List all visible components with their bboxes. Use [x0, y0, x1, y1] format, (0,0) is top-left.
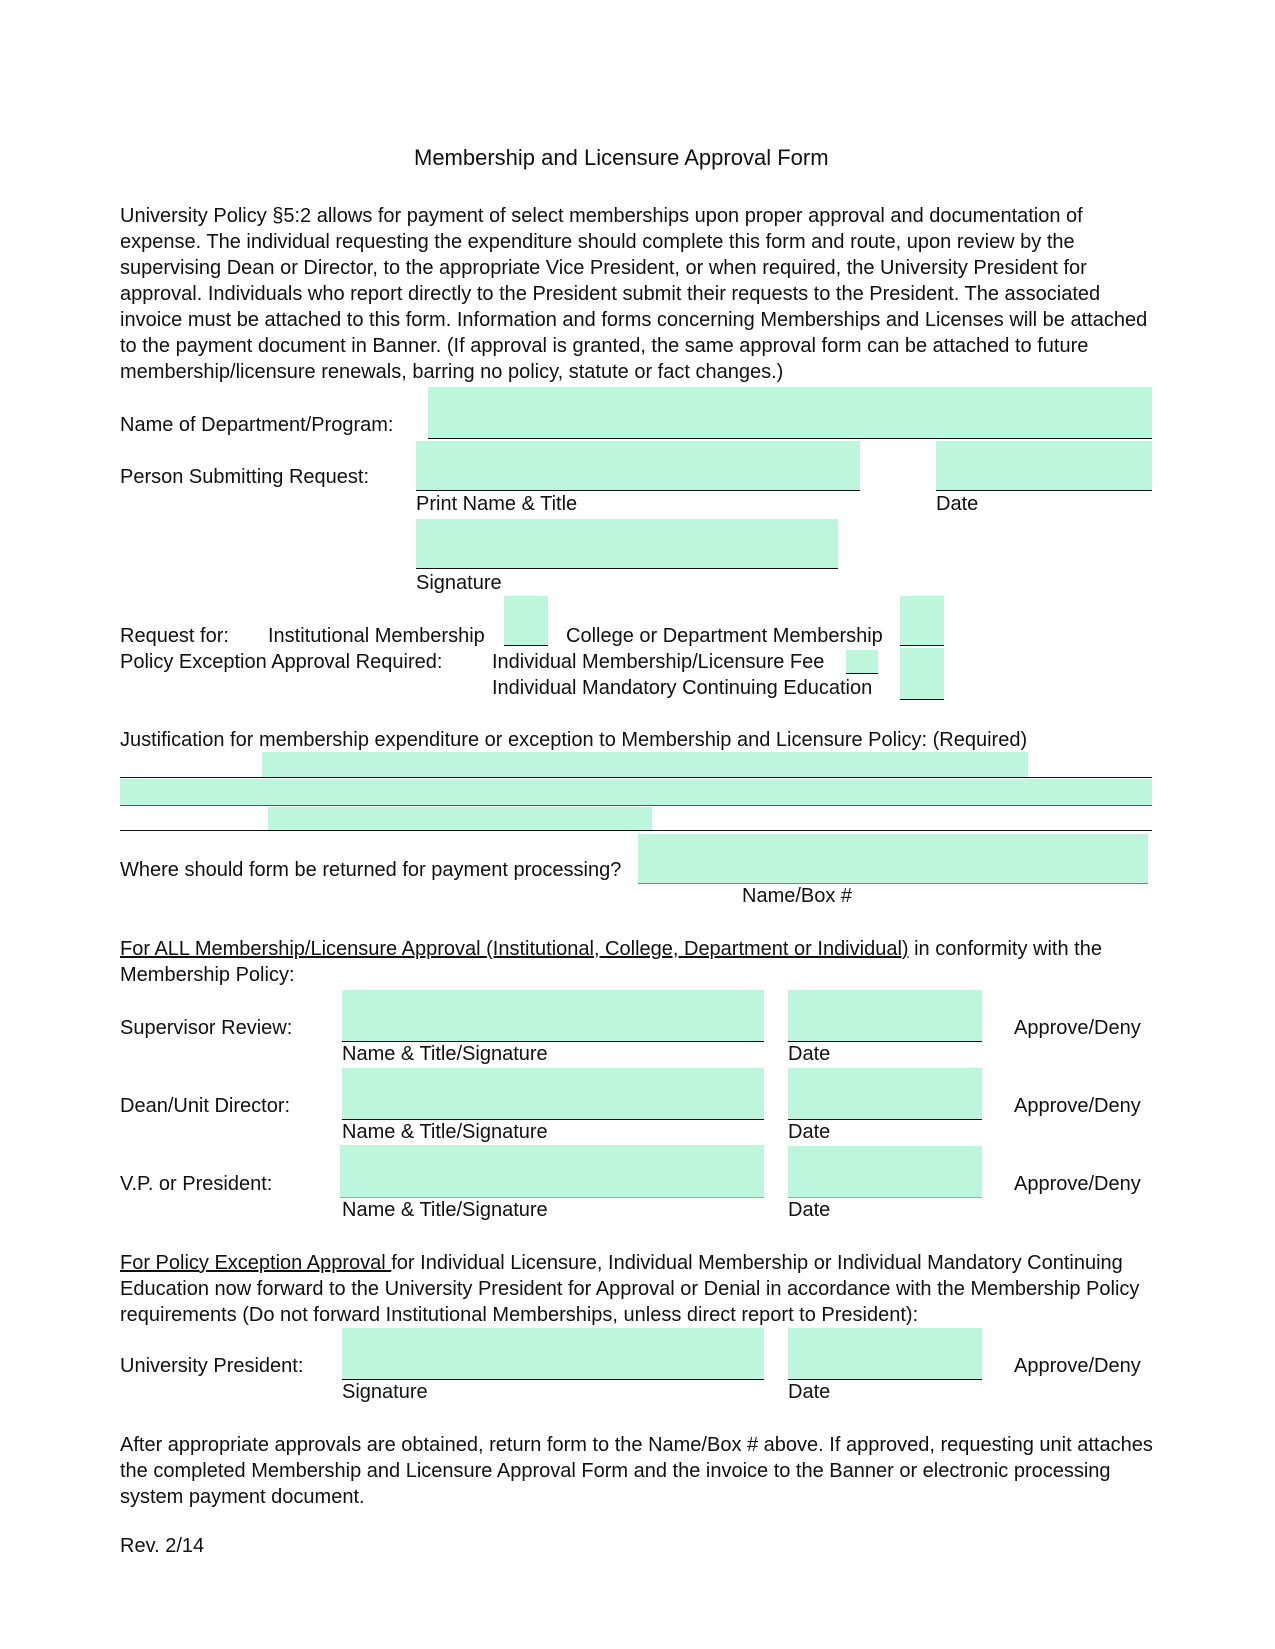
supervisor-name-caption: Name & Title/Signature	[342, 1043, 548, 1065]
return-to-field[interactable]	[638, 834, 1148, 884]
supervisor-date-caption: Date	[788, 1043, 831, 1065]
exception-approval-heading	[120, 1250, 1160, 1328]
dean-decision[interactable]: Approve/Deny	[1014, 1095, 1141, 1117]
closing-paragraph: After appropriate approvals are obtained, return form to the Name/Box # above. If approved, requesting unit attaches the completed Membership and Licensure Approval Form and the invoice to the Banner or electronic processing system payment document.	[120, 1434, 1153, 1508]
continuing-ed-checkbox[interactable]	[900, 648, 944, 700]
president-decision[interactable]: Approve/Deny	[1014, 1355, 1141, 1377]
submitter-label: Person Submitting Request:	[120, 466, 370, 488]
all-approval-heading-underlined: For ALL Membership/Licensure Approval (Institutional, College, Department or Individual)	[120, 938, 909, 960]
vp-date-field[interactable]	[788, 1146, 982, 1198]
submitter-signature-field[interactable]	[416, 519, 838, 569]
college-dept-membership-checkbox[interactable]	[900, 596, 944, 646]
supervisor-decision[interactable]: Approve/Deny	[1014, 1017, 1141, 1039]
justification-line-3-field[interactable]	[268, 807, 652, 830]
submitter-date-field[interactable]	[936, 441, 1152, 491]
justification-line-3	[120, 830, 1152, 831]
institutional-membership-checkbox[interactable]	[504, 596, 548, 646]
individual-fee-checkbox[interactable]	[846, 650, 878, 674]
department-field[interactable]	[428, 387, 1152, 439]
dean-date-caption: Date	[788, 1121, 831, 1143]
vp-label: V.P. or President:	[120, 1173, 273, 1195]
dean-name-caption: Name & Title/Signature	[342, 1121, 548, 1143]
policy-exception-label: Policy Exception Approval Required:	[120, 651, 443, 673]
signature-caption: Signature	[416, 572, 502, 594]
return-to-label: Where should form be returned for payment processing?	[120, 859, 622, 881]
department-label: Name of Department/Program:	[120, 414, 394, 436]
dean-signature-field[interactable]	[342, 1068, 764, 1120]
vp-signature-field[interactable]	[340, 1145, 764, 1198]
vp-date-caption: Date	[788, 1199, 831, 1221]
justification-line-2	[120, 805, 1152, 806]
college-dept-membership-label: College or Department Membership	[566, 625, 883, 647]
supervisor-label: Supervisor Review:	[120, 1017, 293, 1039]
justification-label: Justification for membership expenditure or exception to Membership and Licensure Policy: (Required)	[120, 729, 1028, 751]
intro-paragraph: University Policy §5:2 allows for payment of select memberships upon proper approval and documentation of expense. The individual requesting the expenditure should complete this form and route, upon review by the supervising Dean or Director, to the appropriate Vice President, or when required, the University President for approval. Individuals who report directly to the President submit their requests to the President. The associated invoice must be attached to this form. Information and forms concerning Memberships and Licenses will be attached to the payment document in Banner. (If approval is granted, the same approval form can be attached to future membership/licensure renewals, barring no policy, statute or fact changes.)	[120, 205, 1148, 383]
president-label: University President:	[120, 1355, 304, 1377]
date-caption: Date	[936, 493, 979, 515]
page-title: Membership and Licensure Approval Form	[414, 145, 829, 170]
president-date-field[interactable]	[788, 1328, 982, 1380]
college-dept-underline	[900, 645, 944, 646]
all-approval-heading	[120, 936, 1160, 988]
request-for-label: Request for:	[120, 625, 229, 647]
revision-label: Rev. 2/14	[120, 1535, 205, 1557]
submitter-name-field[interactable]	[416, 441, 860, 491]
president-signature-field[interactable]	[342, 1328, 764, 1380]
justification-line-1	[120, 777, 1152, 778]
justification-line-2-field[interactable]	[120, 779, 1152, 805]
individual-fee-label: Individual Membership/Licensure Fee	[492, 651, 825, 673]
vp-decision[interactable]: Approve/Deny	[1014, 1173, 1141, 1195]
supervisor-signature-field[interactable]	[342, 990, 764, 1042]
vp-name-caption: Name & Title/Signature	[342, 1199, 548, 1221]
justification-line-1-field[interactable]	[262, 752, 1028, 778]
dean-date-field[interactable]	[788, 1068, 982, 1120]
print-name-caption: Print Name & Title	[416, 493, 578, 515]
name-box-caption: Name/Box #	[742, 885, 853, 907]
president-signature-caption: Signature	[342, 1381, 428, 1403]
supervisor-date-field[interactable]	[788, 990, 982, 1042]
continuing-ed-label: Individual Mandatory Continuing Education	[492, 677, 873, 699]
president-date-caption: Date	[788, 1381, 831, 1403]
dean-label: Dean/Unit Director:	[120, 1095, 291, 1117]
all-approval-heading-rest: in conformity with the Membership Policy:	[120, 938, 1102, 986]
exception-heading-rest: for Individual Licensure, Individual Membership or Individual Mandatory Continuing Education now forward to the University President for Approval or Denial in accordance with the Membership Policy requirements (Do not forward Institutional Memberships, unless direct report to President):	[120, 1252, 1140, 1326]
institutional-membership-label: Institutional Membership	[268, 625, 485, 647]
exception-heading-underlined: For Policy Exception Approval	[120, 1252, 392, 1274]
